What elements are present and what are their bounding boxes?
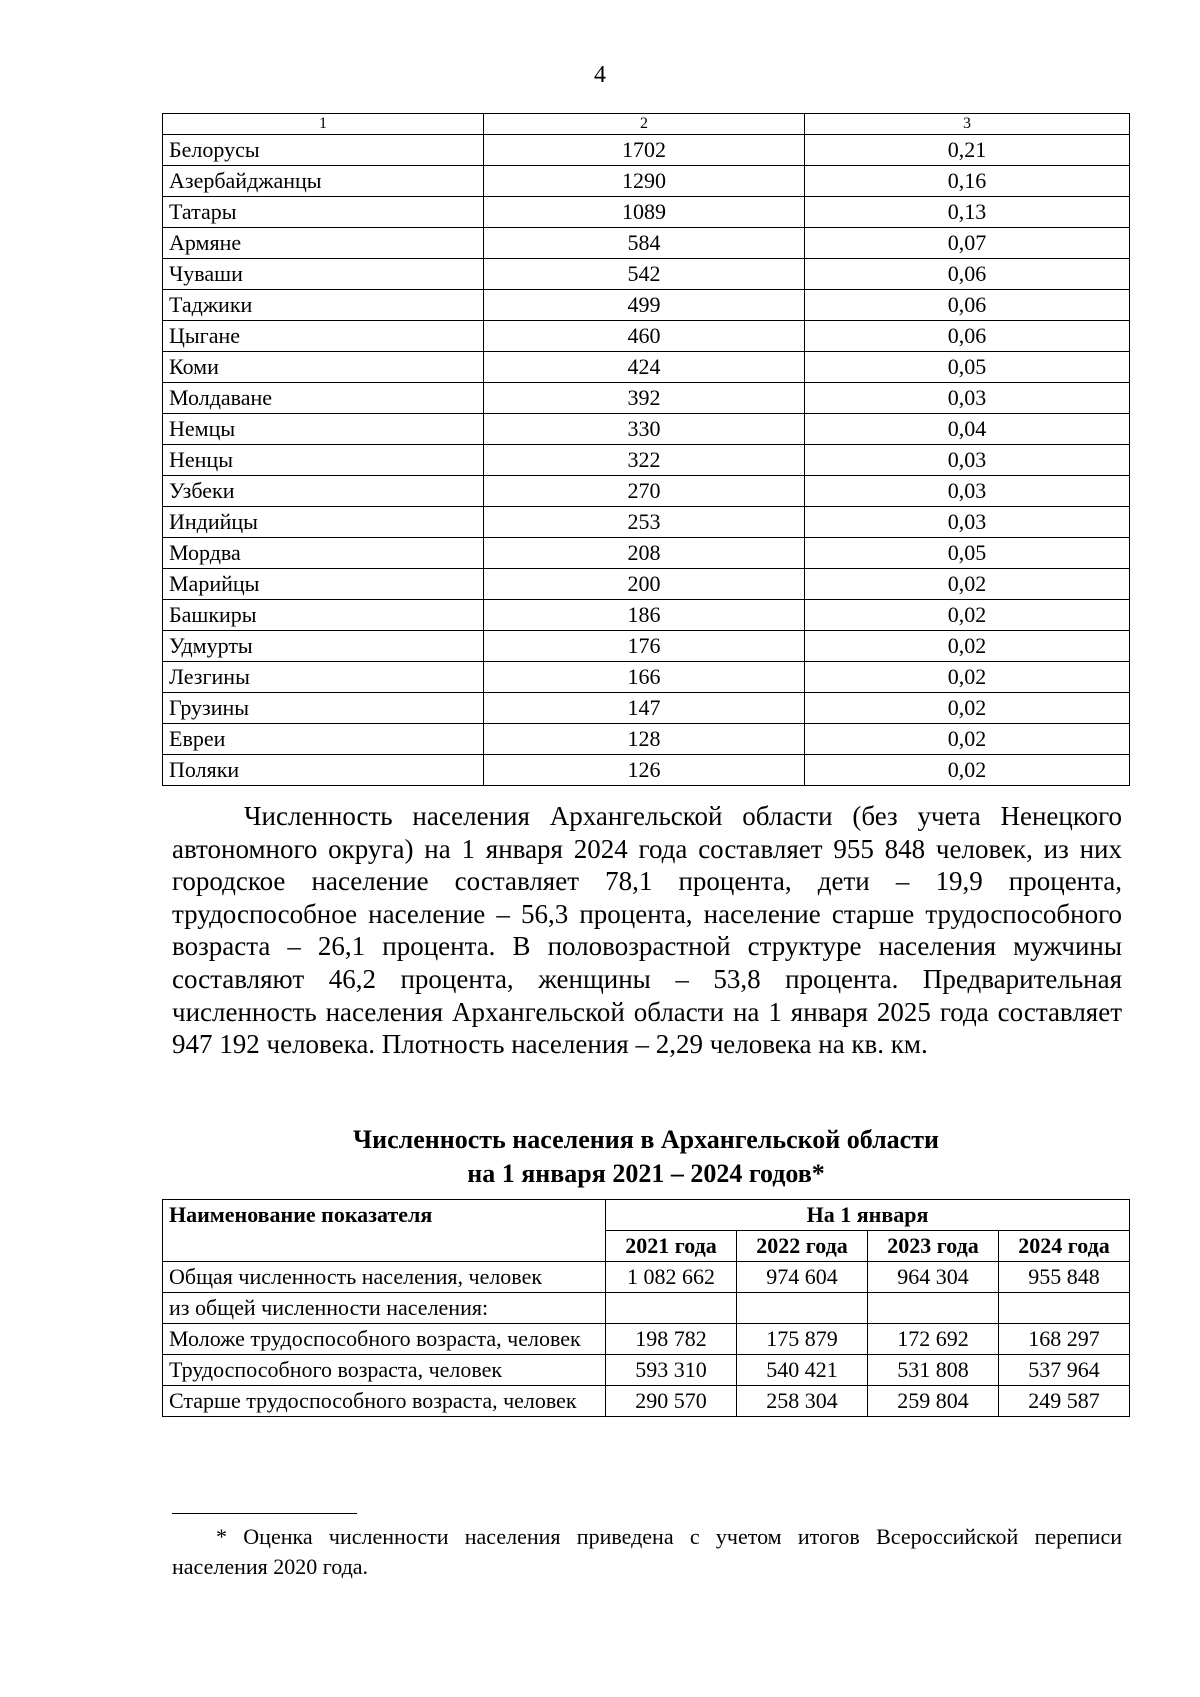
nationality-cell: Цыгане bbox=[163, 321, 484, 352]
share-cell: 0,03 bbox=[805, 445, 1130, 476]
nationality-cell: Мордва bbox=[163, 538, 484, 569]
population-table-title bbox=[0, 1123, 1200, 1191]
nationality-cell: Армяне bbox=[163, 228, 484, 259]
nationality-cell: Удмурты bbox=[163, 631, 484, 662]
share-cell: 0,06 bbox=[805, 321, 1130, 352]
nationality-cell: Татары bbox=[163, 197, 484, 228]
value-cell: 540 421 bbox=[737, 1355, 868, 1386]
table-row bbox=[163, 538, 1130, 569]
count-cell: 147 bbox=[484, 693, 805, 724]
footnote: * Оценка численности населения приведена с учетом итогов Всероссийской переписи населения 2020 года. bbox=[172, 1524, 1122, 1579]
value-cell: 974 604 bbox=[737, 1262, 868, 1293]
table-row bbox=[163, 631, 1130, 662]
table-row bbox=[163, 600, 1130, 631]
nationality-cell: Белорусы bbox=[163, 135, 484, 166]
nationality-cell: Башкиры bbox=[163, 600, 484, 631]
count-cell: 1290 bbox=[484, 166, 805, 197]
share-cell: 0,02 bbox=[805, 693, 1130, 724]
count-cell: 322 bbox=[484, 445, 805, 476]
table-row bbox=[163, 693, 1130, 724]
share-cell: 0,02 bbox=[805, 631, 1130, 662]
share-cell: 0,02 bbox=[805, 724, 1130, 755]
indicator-name: Трудоспособного возраста, человек bbox=[163, 1355, 606, 1386]
share-cell: 0,05 bbox=[805, 538, 1130, 569]
value-cell: 531 808 bbox=[868, 1355, 999, 1386]
table-row bbox=[163, 1355, 1130, 1386]
count-cell: 330 bbox=[484, 414, 805, 445]
title-line: на 1 января 2021 – 2024 годов* bbox=[467, 1159, 825, 1188]
nationality-cell: Евреи bbox=[163, 724, 484, 755]
table-row bbox=[163, 662, 1130, 693]
count-cell: 460 bbox=[484, 321, 805, 352]
count-cell: 176 bbox=[484, 631, 805, 662]
share-cell: 0,06 bbox=[805, 259, 1130, 290]
value-cell: 198 782 bbox=[606, 1324, 737, 1355]
indicator-name: Старше трудоспособного возраста, человек bbox=[163, 1386, 606, 1417]
table-row bbox=[163, 476, 1130, 507]
share-cell: 0,04 bbox=[805, 414, 1130, 445]
table-row bbox=[163, 352, 1130, 383]
table-row bbox=[163, 290, 1130, 321]
indicator-name: из общей численности населения: bbox=[163, 1293, 606, 1324]
table-row bbox=[163, 1386, 1130, 1417]
header-indicator-name: Наименование показателя bbox=[163, 1200, 606, 1262]
value-cell: 258 304 bbox=[737, 1386, 868, 1417]
share-cell: 0,02 bbox=[805, 755, 1130, 786]
count-cell: 1089 bbox=[484, 197, 805, 228]
value-cell: 964 304 bbox=[868, 1262, 999, 1293]
table-row bbox=[163, 259, 1130, 290]
nationality-cell: Поляки bbox=[163, 755, 484, 786]
indicator-name: Моложе трудоспособного возраста, человек bbox=[163, 1324, 606, 1355]
table-row bbox=[163, 1262, 1130, 1293]
value-cell bbox=[868, 1293, 999, 1324]
header-year: 2023 года bbox=[868, 1231, 999, 1262]
count-cell: 392 bbox=[484, 383, 805, 414]
table-row bbox=[163, 445, 1130, 476]
value-cell: 593 310 bbox=[606, 1355, 737, 1386]
nationality-cell: Таджики bbox=[163, 290, 484, 321]
value-cell: 175 879 bbox=[737, 1324, 868, 1355]
share-cell: 0,02 bbox=[805, 662, 1130, 693]
count-cell: 253 bbox=[484, 507, 805, 538]
value-cell: 249 587 bbox=[999, 1386, 1130, 1417]
page-number: 4 bbox=[594, 62, 606, 88]
share-cell: 0,03 bbox=[805, 476, 1130, 507]
table-row bbox=[163, 507, 1130, 538]
table-header-row bbox=[163, 114, 1130, 135]
table-row bbox=[163, 135, 1130, 166]
column-number: 1 bbox=[163, 114, 484, 135]
share-cell: 0,13 bbox=[805, 197, 1130, 228]
table-row bbox=[163, 569, 1130, 600]
table-row bbox=[163, 1293, 1130, 1324]
count-cell: 208 bbox=[484, 538, 805, 569]
value-cell: 955 848 bbox=[999, 1262, 1130, 1293]
header-date-group: На 1 января bbox=[606, 1200, 1130, 1231]
count-cell: 270 bbox=[484, 476, 805, 507]
header-year: 2022 года bbox=[737, 1231, 868, 1262]
share-cell: 0,21 bbox=[805, 135, 1130, 166]
title-line: Численность населения в Архангельской области bbox=[353, 1125, 939, 1154]
value-cell: 172 692 bbox=[868, 1324, 999, 1355]
value-cell bbox=[606, 1293, 737, 1324]
table-row bbox=[163, 724, 1130, 755]
count-cell: 424 bbox=[484, 352, 805, 383]
share-cell: 0,03 bbox=[805, 383, 1130, 414]
nationality-cell: Грузины bbox=[163, 693, 484, 724]
value-cell: 537 964 bbox=[999, 1355, 1130, 1386]
share-cell: 0,02 bbox=[805, 569, 1130, 600]
nationality-cell: Немцы bbox=[163, 414, 484, 445]
count-cell: 542 bbox=[484, 259, 805, 290]
count-cell: 1702 bbox=[484, 135, 805, 166]
value-cell: 259 804 bbox=[868, 1386, 999, 1417]
count-cell: 200 bbox=[484, 569, 805, 600]
count-cell: 166 bbox=[484, 662, 805, 693]
count-cell: 499 bbox=[484, 290, 805, 321]
nationality-cell: Ненцы bbox=[163, 445, 484, 476]
nationality-cell: Коми bbox=[163, 352, 484, 383]
footnote-separator bbox=[172, 1513, 357, 1514]
share-cell: 0,05 bbox=[805, 352, 1130, 383]
column-number: 3 bbox=[805, 114, 1130, 135]
count-cell: 128 bbox=[484, 724, 805, 755]
share-cell: 0,06 bbox=[805, 290, 1130, 321]
table-row bbox=[163, 755, 1130, 786]
value-cell: 290 570 bbox=[606, 1386, 737, 1417]
population-paragraph: Численность населения Архангельской области (без учета Ненецкого автономного округа) на 1 января 2024 года составляет 955 848 человек, из них городское население составляет 78,1 процента, дети – 19,9 процента, трудоспособное население – 56,3 процента, население старше трудоспособного возраста – 26,1 процента. В половозрастной структуре населения мужчины составляют 46,2 процента, женщины – 53,8 процента. Предварительная численность населения Архангельской области на 1 января 2025 года составляет 947 192 человека. Плотность населения – 2,29 человека на кв. км. bbox=[172, 801, 1122, 1060]
share-cell: 0,03 bbox=[805, 507, 1130, 538]
table-row bbox=[163, 383, 1130, 414]
nationality-cell: Индийцы bbox=[163, 507, 484, 538]
table-row bbox=[163, 197, 1130, 228]
value-cell: 168 297 bbox=[999, 1324, 1130, 1355]
table-row bbox=[163, 166, 1130, 197]
value-cell bbox=[999, 1293, 1130, 1324]
count-cell: 584 bbox=[484, 228, 805, 259]
header-year: 2024 года bbox=[999, 1231, 1130, 1262]
count-cell: 186 bbox=[484, 600, 805, 631]
population-table bbox=[162, 1199, 1130, 1417]
value-cell bbox=[737, 1293, 868, 1324]
column-number: 2 bbox=[484, 114, 805, 135]
value-cell: 1 082 662 bbox=[606, 1262, 737, 1293]
share-cell: 0,02 bbox=[805, 600, 1130, 631]
nationality-cell: Чуваши bbox=[163, 259, 484, 290]
indicator-name: Общая численность населения, человек bbox=[163, 1262, 606, 1293]
header-year: 2021 года bbox=[606, 1231, 737, 1262]
count-cell: 126 bbox=[484, 755, 805, 786]
share-cell: 0,07 bbox=[805, 228, 1130, 259]
table-row bbox=[163, 228, 1130, 259]
table-row bbox=[163, 321, 1130, 352]
nationality-cell: Узбеки bbox=[163, 476, 484, 507]
nationality-cell: Марийцы bbox=[163, 569, 484, 600]
table-row bbox=[163, 414, 1130, 445]
share-cell: 0,16 bbox=[805, 166, 1130, 197]
nationality-cell: Лезгины bbox=[163, 662, 484, 693]
table-row bbox=[163, 1324, 1130, 1355]
nationality-cell: Молдаване bbox=[163, 383, 484, 414]
nationality-cell: Азербайджанцы bbox=[163, 166, 484, 197]
nationality-table bbox=[162, 113, 1130, 786]
table-header-row bbox=[163, 1200, 1130, 1231]
